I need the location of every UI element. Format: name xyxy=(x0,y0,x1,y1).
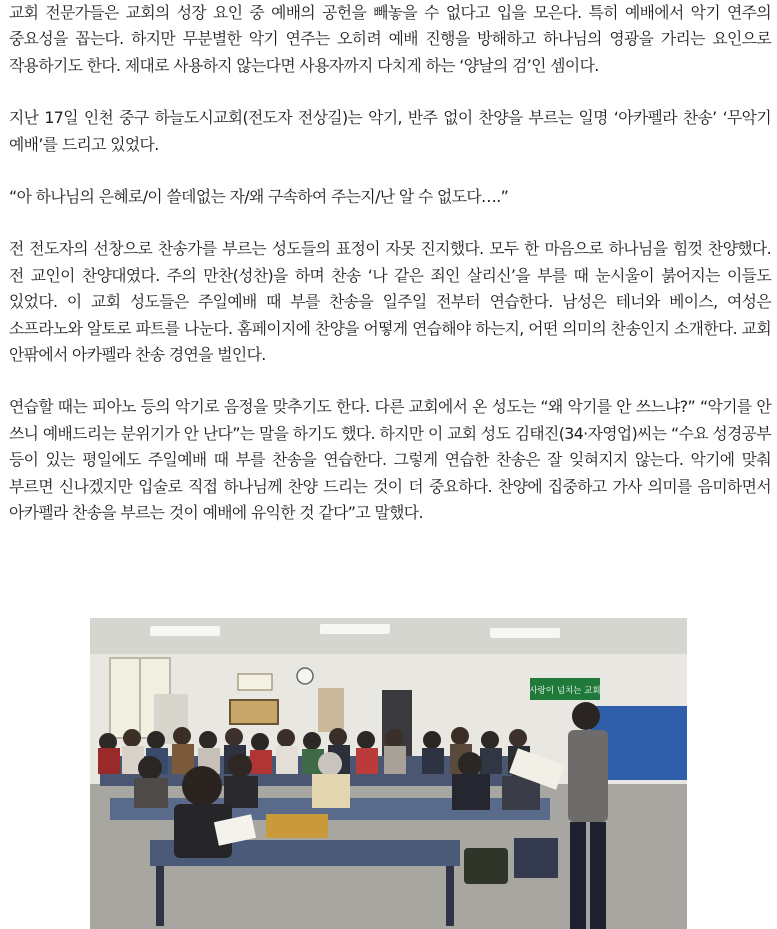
article-photo xyxy=(90,618,687,929)
church-banner-text: 사랑이 넘치는 교회 xyxy=(529,686,601,696)
paragraph-spacer xyxy=(9,368,771,394)
bag xyxy=(464,848,508,884)
article-paragraph-5: 연습할 때는 피아노 등의 악기로 음정을 맞추기도 한다. 다른 교회에서 온 성도는 “왜 악기를 안 쓰느냐?” “악기를 안 쓰니 예배드리는 분위기가 안 난다”는 말을 하기도 했다. 하지만 이 교회 성도 김태진(34·자영업)씨는 “수요 성경공부 등이 있는 평일에도 주일예배 때 부를 찬송을 연습한다. 그렇게 연습한 찬송은 잘 잊혀지지 않는다. 악기에 맞춰 부르면 신나겠지만 입술로 직접 하나님께 찬양 드리는 것이 더 중요하다. 찬양에 집중하고 가사 의미를 음미하면서 아카펠라 찬송을 부르는 것이 예배에 유익한 것 같다”고 말했다. xyxy=(9,397,771,523)
wall-clock xyxy=(297,668,313,684)
notice-board xyxy=(230,700,278,724)
ceiling-light xyxy=(320,624,390,634)
bulletin-board xyxy=(318,688,344,732)
wall-plaque xyxy=(238,674,272,690)
paragraph-spacer xyxy=(9,210,771,236)
article-body xyxy=(9,0,771,527)
article-paragraph-2: 지난 17일 인천 중구 하늘도시교회(전도자 전상길)는 악기, 반주 없이 찬양을 부르는 일명 ‘아카펠라 찬송’ ‘무악기 예배’를 드리고 있었다. xyxy=(9,108,771,154)
article-paragraph-3: “아 하나님의 은혜로/이 쓸데없는 자/왜 구속하여 주는지/난 알 수 없도다….” xyxy=(9,187,509,207)
worship-scene-illustration xyxy=(90,618,687,929)
article-paragraph-4: 전 전도자의 선창으로 찬송가를 부르는 성도들의 표정이 자못 진지했다. 모두 한 마음으로 하나님을 힘껏 찬양했다. 전 교인이 찬양대였다. 주의 만찬(성찬)을 하며 찬송 ‘나 같은 죄인 살리신’을 부를 때 눈시울이 붉어지는 이들도 있었다. 이 교회 성도들은 주일예배 때 부를 찬송을 일주일 전부터 연습한다. 남성은 테너와 베이스, 여성은 소프라노와 알토로 파트를 나눈다. 홈페이지에 찬양을 어떻게 연습해야 하는지, 어떤 의미의 찬송인지 소개한다. 교회 안팎에서 아카펠라 찬송 경연을 벌인다. xyxy=(9,239,771,365)
ceiling-light xyxy=(490,628,560,638)
paragraph-spacer xyxy=(9,158,771,184)
side-table xyxy=(514,838,558,878)
paragraph-spacer xyxy=(9,79,771,105)
article-paragraph-1: 교회 전문가들은 교회의 성장 요인 중 예배의 공헌을 빼놓을 수 없다고 입을 모은다. 특히 예배에서 악기 연주의 중요성을 꼽는다. 하지만 무분별한 악기 연주는 오히려 예배 진행을 방해하고 하나님의 영광을 가리는 요인으로 작용하기도 한다. 제대로 사용하지 않는다면 사용자까지 다치게 하는 ‘양날의 검’인 셈이다. xyxy=(9,3,771,75)
ceiling-light xyxy=(150,626,220,636)
